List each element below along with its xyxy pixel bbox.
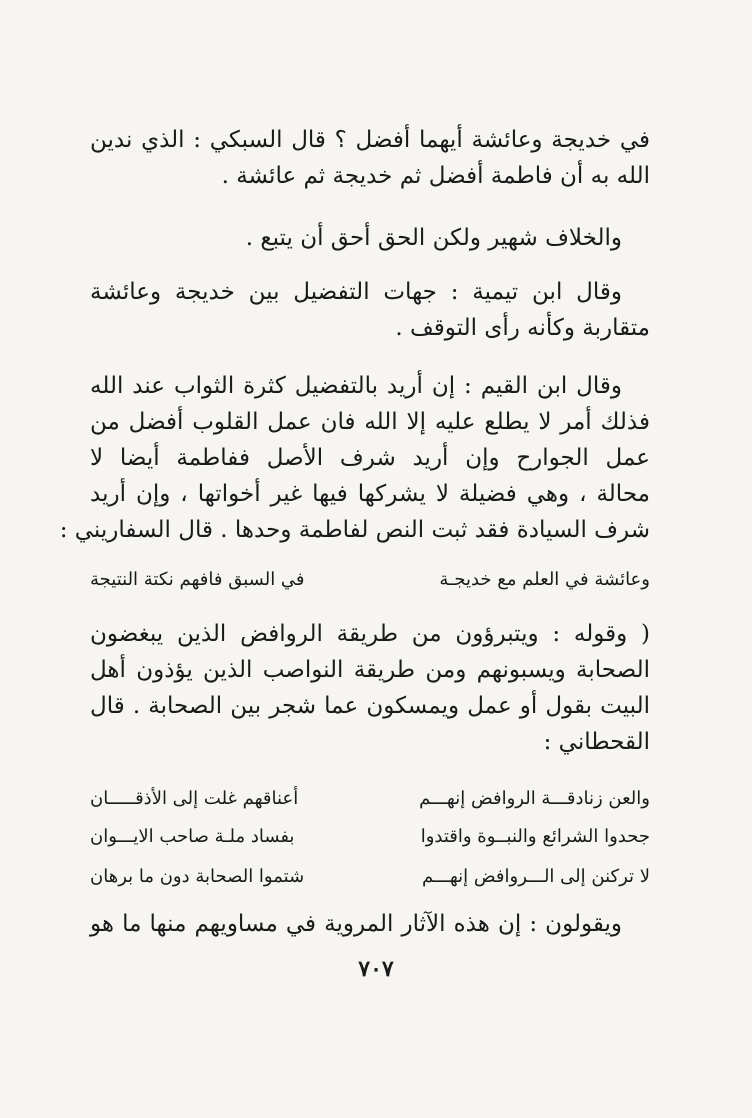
- text-line: شرف السيادة فقد ثبت النص لفاطمة وحدها . قال السفاريني :: [59, 517, 650, 543]
- paragraph-qawluhu: [90, 616, 650, 760]
- text-line: وقال ابن القيم : إن أريد بالتفضيل كثرة الثواب عند الله: [90, 373, 622, 399]
- verse-qahtani-1: [90, 784, 650, 814]
- verse-second-hemistich: في السبق فافهم نكتة النتيجة: [90, 569, 305, 590]
- paragraph-yaqulun: [90, 906, 650, 942]
- verse-second-hemistich: أعناقهم غلت إلى الأذقـــــان: [90, 788, 299, 809]
- page-number: ٧٠٧: [358, 956, 394, 982]
- paragraph-sabki: [90, 122, 650, 194]
- text-line: متقاربة وكأنه رأى التوقف .: [395, 315, 650, 341]
- text-line: القحطاني :: [543, 729, 650, 755]
- verse-qahtani-2: [90, 822, 650, 852]
- verse-safarini: [90, 565, 650, 595]
- verse-first-hemistich: والعن زنادقـــة الروافض إنهـــم: [419, 788, 650, 809]
- text-line: محالة ، وهي فضيلة لا يشركها فيها غير أخواتها ، وإن أريد: [90, 481, 650, 507]
- text-line: عمل الجوارح وإن أريد شرف الأصل ففاطمة أيضا لا: [90, 445, 650, 471]
- verse-second-hemistich: بفساد ملـة صاحب الايـــوان: [90, 826, 295, 847]
- paragraph-khilaf: [90, 220, 650, 256]
- text-line: البيت بقول أو عمل ويمسكون عما شجر بين الصحابة . قال: [90, 693, 650, 719]
- verse-second-hemistich: شتموا الصحابة دون ما برهان: [90, 866, 305, 887]
- verse-first-hemistich: وعائشة في العلم مع خديجـة: [439, 569, 650, 590]
- text-line: الصحابة ويسبونهم ومن طريقة النواصب الذين يؤذون أهل: [90, 657, 650, 683]
- text-line: وقال ابن تيمية : جهات التفضيل بين خديجة وعائشة: [90, 279, 622, 305]
- text-line: والخلاف شهير ولكن الحق أحق أن يتبع .: [245, 225, 622, 251]
- text-line: ( وقوله : ويتبرؤون من طريقة الروافض الذين يبغضون: [90, 621, 650, 647]
- verse-first-hemistich: جحدوا الشرائع والنبــوة واقتدوا: [420, 826, 650, 847]
- text-line: الله به أن فاطمة أفضل ثم خديجة ثم عائشة .: [221, 163, 650, 189]
- paragraph-ibn-taymiyya: [90, 274, 650, 346]
- text-line: ويقولون : إن هذه الآثار المروية في مساويهم منها ما هو: [90, 911, 622, 937]
- text-line: فذلك أمر لا يطلع عليه إلا الله فان عمل القلوب أفضل من: [90, 409, 650, 435]
- verse-qahtani-3: [90, 862, 650, 892]
- verse-first-hemistich: لا تركنن إلى الـــروافض إنهـــم: [422, 866, 650, 887]
- text-line: في خديجة وعائشة أيهما أفضل ؟ قال السبكي : الذي ندين: [90, 127, 650, 153]
- paragraph-ibn-qayyim: [59, 368, 650, 548]
